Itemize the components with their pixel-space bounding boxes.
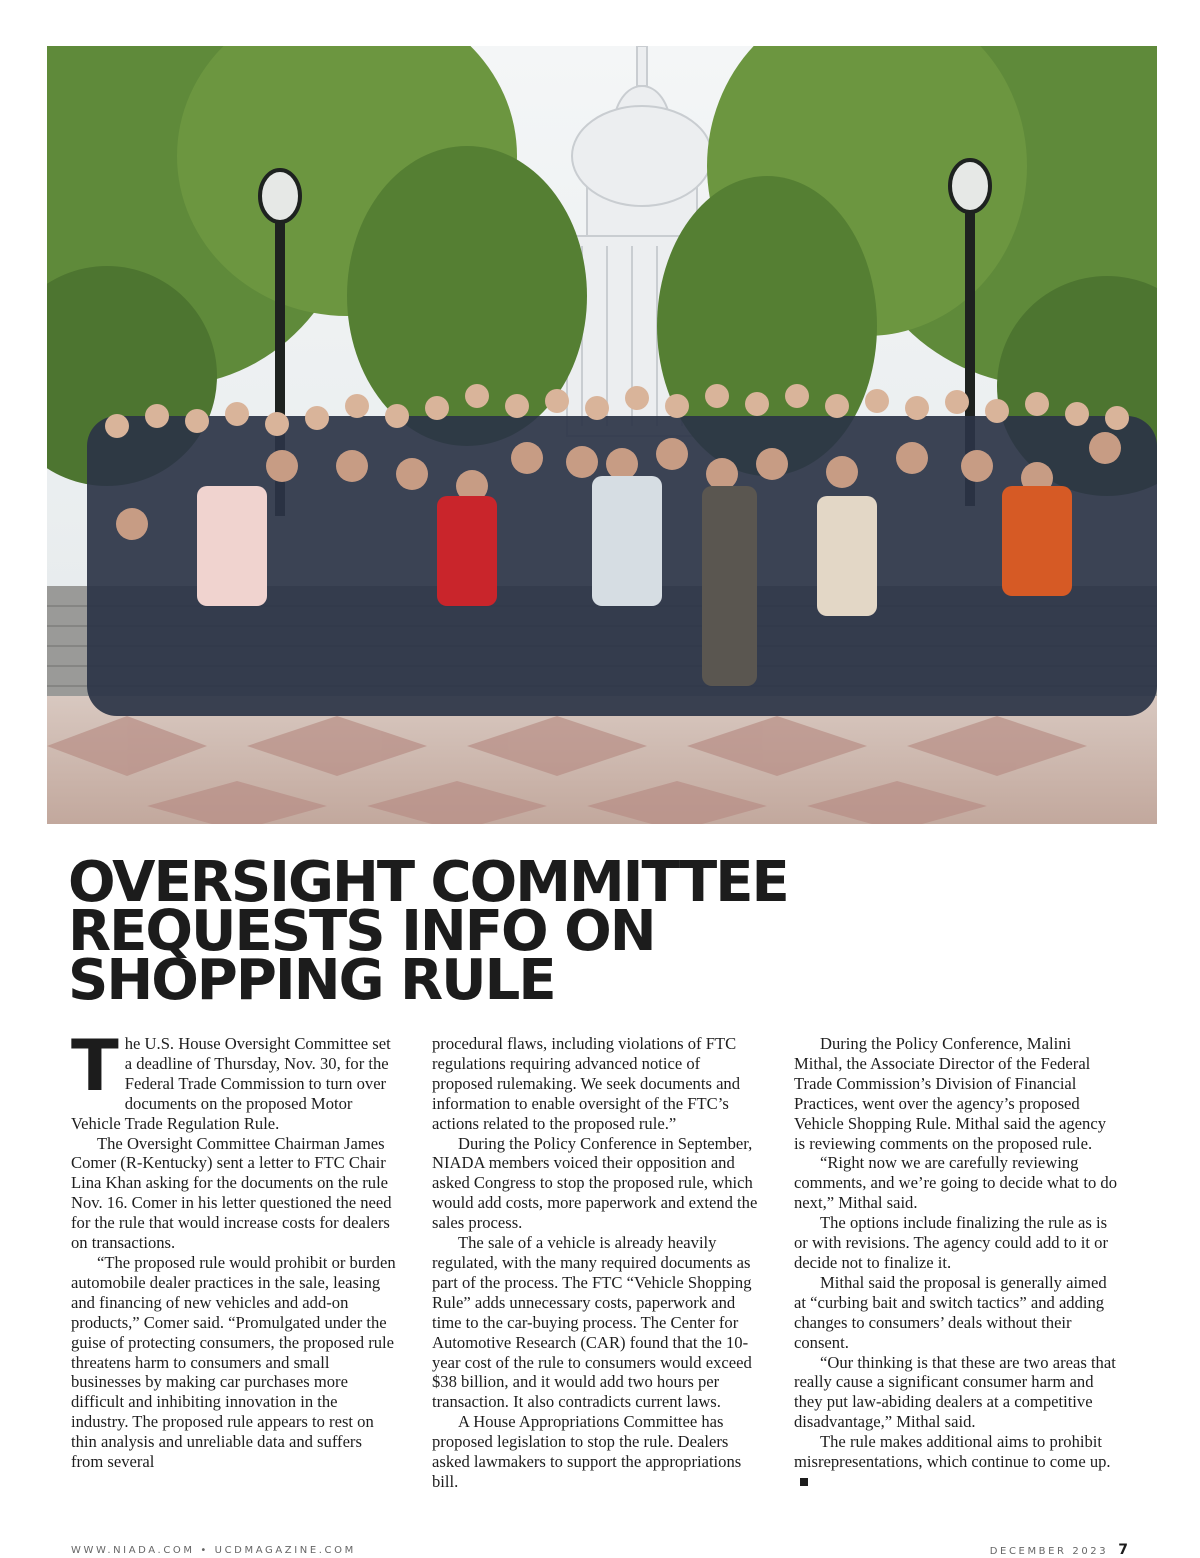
paragraph: “Right now we are carefully reviewing comments, and we’re going to decide what to do next,” Mithal said. [794, 1153, 1118, 1213]
paragraph: “The proposed rule would prohibit or burden automobile dealer practices in the sale, leasing and financing of new vehicles and add-on products,” Comer said. “Promulgated under the guise of protecting consumers, the proposed rule threatens harm to consumers and small businesses by making car purchases more difficult and inhibiting innovation in the industry. The proposed rule appears to rest on thin analysis and unreliable data and suffers from several [71, 1252, 396, 1472]
footer-issue-date: DECEMBER 2023 [989, 1546, 1109, 1557]
article-column-1 [71, 1025, 397, 1472]
paragraph: “Our thinking is that these are two areas that really cause a significant consumer harm and they put law-abiding dealers at a competitive disadvantage,” Mithal said. [794, 1352, 1116, 1432]
paragraph: procedural flaws, including violations of FTC regulations requiring advanced notice of proposed rulemaking. We seek documents and information to enable oversight of the FTC’s actions related to the proposed rule.” [432, 1034, 741, 1133]
paragraph: During the Policy Conference, Malini Mithal, the Associate Director of the Federal Trade Commission’s Division of Financial Practices, went over the agency’s proposed Vehicle Shopping Rule. Mithal said the agency is reviewing comments on the proposed rule. [794, 1034, 1106, 1153]
paragraph: The Oversight Committee Chairman James Comer (R-Kentucky) sent a letter to FTC Chair Lina Khan asking for the documents on the rule Nov. 16. Comer in his letter questioned the need for the rule that would increase costs for dealers on transactions. [71, 1133, 392, 1253]
paragraph: The sale of a vehicle is already heavily regulated, with the many required documents as part of the process. The FTC “Vehicle Shopping Rule” adds unnecessary costs, paperwork and time to the car-buying process. The Center for Automotive Research (CAR) found that the 10-year cost of the rule to consumers would exceed $38 billion, and it would add two hours per transaction. It also contradicts current laws. [432, 1233, 752, 1412]
group-photo-capitol [47, 46, 1157, 824]
headline-line-2: REQUESTS INFO ON [68, 899, 655, 964]
article-column-3 [794, 1034, 1120, 1492]
article-column-2 [432, 1034, 758, 1492]
headline-line-3: SHOPPING RULE [68, 948, 555, 1013]
footer-issue [990, 1542, 1128, 1558]
paragraph: During the Policy Conference in September, NIADA members voiced their opposition and asked Congress to stop the proposed rule, which would add costs, more paperwork and extend the sales process. [432, 1133, 758, 1233]
headline-line-1: OVERSIGHT COMMITTEE [68, 850, 788, 915]
group-photo-illustration [47, 46, 1157, 824]
paragraph-text: he U.S. House Oversight Committee set a deadline of Thursday, Nov. 30, for the Federal Trade Commission to turn over documents on the proposed Motor Vehicle Trade Regulation Rule. [71, 1034, 391, 1133]
crowd [87, 384, 1157, 716]
article-headline [68, 850, 1148, 1013]
paragraph: The options include finalizing the rule as is or with revisions. The agency could add to it or decide not to finalize it. [794, 1213, 1108, 1272]
paragraph [71, 1025, 397, 1134]
paragraph: A House Appropriations Committee has proposed legislation to stop the rule. Dealers asked lawmakers to support the appropriations bill. [432, 1412, 742, 1491]
paragraph: Mithal said the proposal is generally aimed at “curbing bait and switch tactics” and adding changes to consumers’ deals without their consent. [794, 1272, 1107, 1352]
footer-website-link[interactable]: WWW.NIADA.COM • UCDMAGAZINE.COM [71, 1545, 356, 1556]
drop-cap: T [71, 1025, 119, 1107]
paragraph-text: The rule makes additional aims to prohibit misrepresentations, which continue to come up. [794, 1432, 1111, 1472]
paragraph [794, 1432, 1120, 1492]
end-mark-icon [800, 1478, 808, 1486]
page-number: 7 [1118, 1542, 1128, 1558]
